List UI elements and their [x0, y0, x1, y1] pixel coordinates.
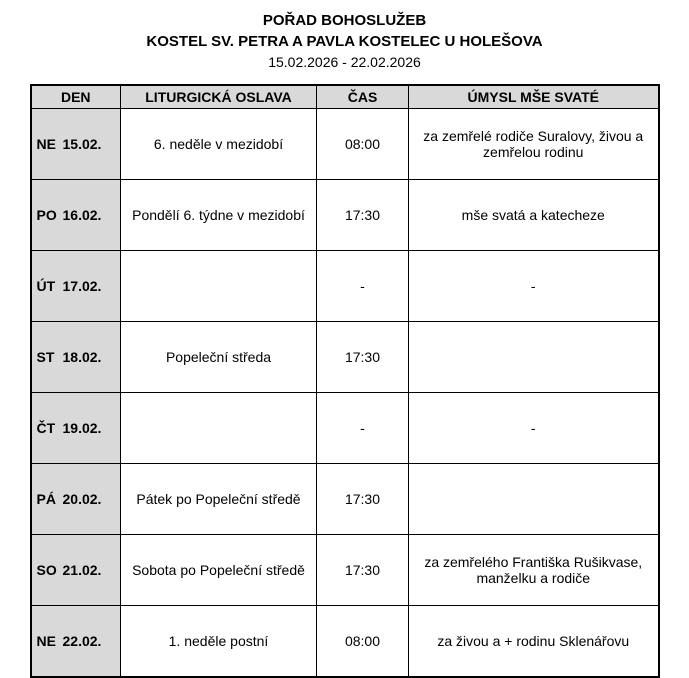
day-date: 18.02. [62, 349, 102, 365]
table-row [31, 464, 659, 535]
intention-cell: mše svatá a katecheze [409, 180, 659, 251]
time-cell: 17:30 [317, 180, 409, 251]
day-cell [31, 251, 121, 322]
header-time: ČAS [317, 85, 409, 109]
celebration-cell [121, 251, 317, 322]
day-date: 16.02. [62, 207, 102, 223]
day-date: 22.02. [62, 633, 102, 649]
day-date: 15.02. [62, 136, 102, 152]
celebration-cell: 1. neděle postní [121, 606, 317, 678]
date-range: 15.02.2026 - 22.02.2026 [268, 54, 421, 70]
day-cell [31, 393, 121, 464]
day-abbr: ČT [36, 420, 56, 436]
time-cell: 17:30 [317, 464, 409, 535]
header-row [31, 85, 659, 109]
intention-cell [409, 464, 659, 535]
day-abbr: NE [36, 136, 56, 152]
day-cell [31, 464, 121, 535]
day-cell [31, 109, 121, 180]
header-intention: ÚMYSL MŠE SVATÉ [409, 85, 659, 109]
celebration-cell: Pátek po Popeleční středě [121, 464, 317, 535]
header-day: DEN [31, 85, 121, 109]
schedule-table [30, 84, 660, 678]
day-abbr: ÚT [36, 278, 56, 294]
celebration-cell: 6. neděle v mezidobí [121, 109, 317, 180]
intention-cell: za zemřelého Františka Rušikvase, manželku a rodiče [409, 535, 659, 606]
day-abbr: SO [36, 562, 57, 578]
table-row [31, 251, 659, 322]
celebration-cell: Pondělí 6. týdne v mezidobí [121, 180, 317, 251]
table-row [31, 535, 659, 606]
time-cell: 17:30 [317, 322, 409, 393]
table-row [31, 109, 659, 180]
intention-cell: za živou a + rodinu Sklenářovu [409, 606, 659, 678]
day-abbr: PÁ [36, 491, 56, 507]
day-abbr: ST [36, 349, 55, 365]
day-date: 20.02. [62, 491, 102, 507]
day-date: 21.02. [62, 562, 102, 578]
day-date: 17.02. [62, 278, 102, 294]
day-cell [31, 606, 121, 678]
celebration-cell: Popeleční středa [121, 322, 317, 393]
table-row [31, 322, 659, 393]
intention-cell: za zemřelé rodiče Suralovy, živou a zemřelou rodinu [409, 109, 659, 180]
time-cell: - [317, 393, 409, 464]
header-celebration: LITURGICKÁ OSLAVA [121, 85, 317, 109]
table-row [31, 180, 659, 251]
day-date: 19.02. [62, 420, 102, 436]
intention-cell: - [409, 251, 659, 322]
day-cell [31, 322, 121, 393]
time-cell: 08:00 [317, 606, 409, 678]
table-row [31, 606, 659, 678]
time-cell: 08:00 [317, 109, 409, 180]
day-cell [31, 535, 121, 606]
title-block [0, 10, 689, 72]
day-cell [31, 180, 121, 251]
table-row [31, 393, 659, 464]
celebration-cell: Sobota po Popeleční středě [121, 535, 317, 606]
time-cell: - [317, 251, 409, 322]
intention-cell: - [409, 393, 659, 464]
day-abbr: PO [36, 207, 57, 223]
time-cell: 17:30 [317, 535, 409, 606]
day-abbr: NE [36, 633, 56, 649]
document-title: POŘAD BOHOSLUŽEB [262, 12, 427, 29]
intention-cell [409, 322, 659, 393]
church-name: KOSTEL SV. PETRA A PAVLA KOSTELEC U HOLEŠOVA [146, 33, 543, 50]
celebration-cell [121, 393, 317, 464]
